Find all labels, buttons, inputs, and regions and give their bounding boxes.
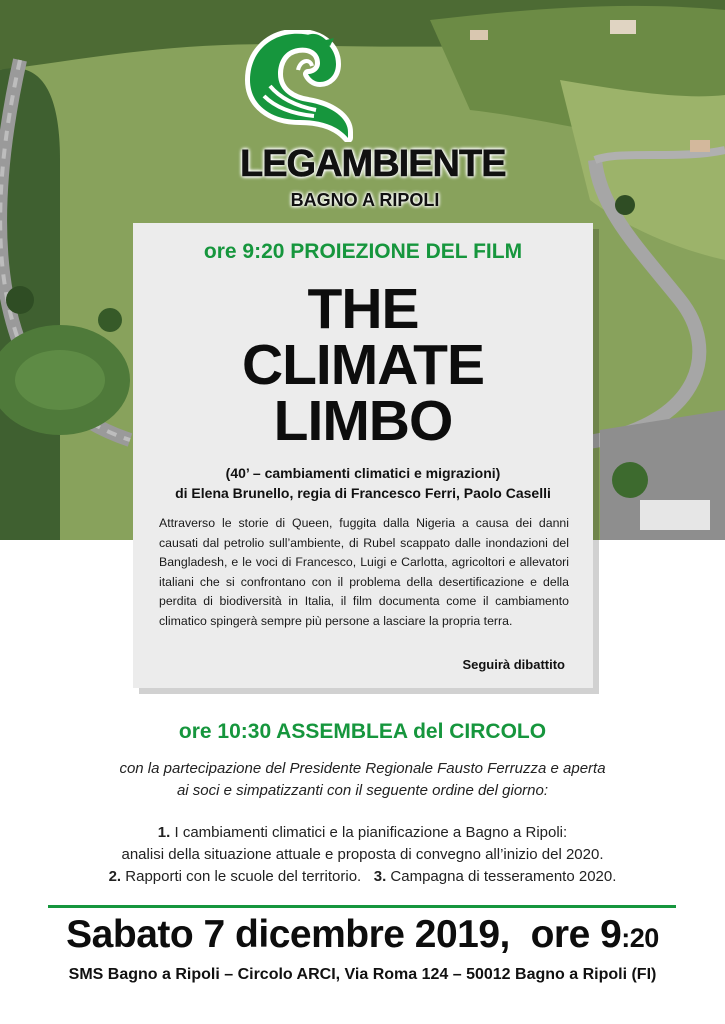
- legambiente-logo: [240, 30, 506, 210]
- divider: [48, 905, 676, 908]
- event-time-suffix: :20: [621, 923, 659, 953]
- film-card: [133, 223, 593, 688]
- film-follow-up: Seguirà dibattito: [462, 657, 565, 672]
- assembly-intro-line: ai soci e simpatizzanti con il seguente ordine del giorno:: [176, 782, 549, 799]
- agenda-item-text: Rapporti con le scuole del territorio.: [125, 868, 362, 885]
- agenda-item-text: Campagna di tesseramento 2020.: [390, 868, 617, 885]
- film-title-line: LIMBO: [273, 389, 453, 453]
- event-venue: SMS Bagno a Ripoli – Circolo ARCI, Via Roma 124 – 50012 Bagno a Ripoli (FI): [68, 966, 657, 983]
- agenda-item-number: 2.: [108, 868, 122, 885]
- swan-logo-icon: [240, 30, 354, 142]
- agenda-list: [0, 822, 725, 888]
- assembly-intro-line: con la partecipazione del Presidente Regionale Fausto Ferruzza e aperta: [119, 760, 606, 777]
- event-date-text: Sabato 7 dicembre 2019,: [66, 913, 510, 956]
- film-time-heading: ore 9:20 PROIEZIONE DEL FILM: [203, 240, 523, 263]
- organization-branch: BAGNO A RIPOLI: [290, 190, 440, 210]
- film-title: [133, 277, 593, 453]
- assembly-time-heading: ore 10:30 ASSEMBLEA del CIRCOLO: [178, 720, 547, 743]
- agenda-item-number: 3.: [373, 868, 387, 885]
- agenda-item-row: [0, 866, 725, 888]
- agenda-item-text: I cambiamenti climatici e la pianificazione a Bagno a Ripoli:: [174, 824, 568, 841]
- film-title-line: CLIMATE: [241, 333, 485, 397]
- event-date: [0, 913, 725, 957]
- organization-name: LEGAMBIENTE: [240, 143, 506, 185]
- film-info: [133, 463, 593, 503]
- agenda-item: [0, 822, 725, 844]
- event-time-prefix: ore 9: [530, 913, 622, 956]
- agenda-item-number: 1.: [157, 824, 171, 841]
- film-title-line: THE: [307, 277, 419, 341]
- assembly-intro: [0, 758, 725, 802]
- film-description: Attraverso le storie di Queen, fuggita dalla Nigeria a causa dei danni causati dal petrolio sull’ambiente, di Rubel scappato dalle inondazioni del Bangladesh, e le voci di Francesco, Luigi e Carlotta, agricoltori e allevatori italiani che si confrontano con il problema della desertificazione e della perdita di biodiversità in Italia, il film documenta come il cambiamento climatico spingerà sempre più persone a lasciare la propria terra.: [159, 516, 569, 628]
- film-credits: di Elena Brunello, regia di Francesco Ferri, Paolo Caselli: [175, 485, 551, 501]
- film-details: (40’ – cambiamenti climatici e migrazioni): [225, 465, 501, 481]
- agenda-item-continuation: analisi della situazione attuale e proposta di convegno all’inizio del 2020.: [121, 846, 604, 863]
